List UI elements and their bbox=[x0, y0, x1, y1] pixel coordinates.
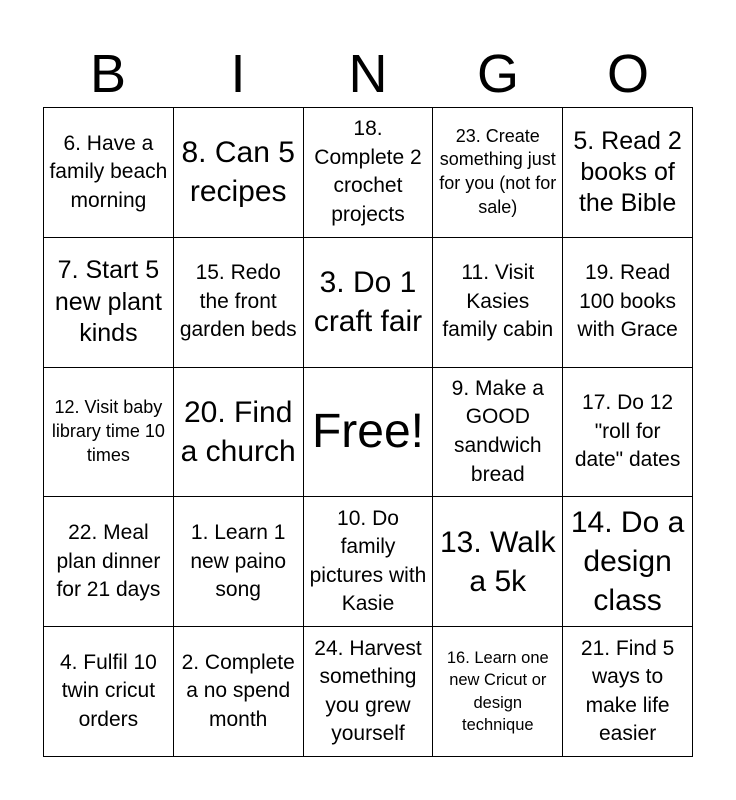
cell-text: 9. Make a GOOD sandwich bread bbox=[451, 376, 544, 486]
bingo-cell-b2[interactable] bbox=[44, 238, 174, 368]
bingo-cell-g4[interactable] bbox=[433, 497, 563, 627]
cell-text: 4. Fulfil 10 twin cricut orders bbox=[59, 650, 157, 731]
cell-text: 7. Start 5 new plant kinds bbox=[54, 256, 162, 347]
cell-text: 14. Do a design class bbox=[570, 506, 685, 618]
cell-text: 18. Complete 2 crochet projects bbox=[314, 117, 422, 226]
bingo-cell-n2[interactable] bbox=[304, 238, 434, 368]
bingo-cell-g1[interactable] bbox=[433, 108, 563, 238]
bingo-cell-n4[interactable] bbox=[304, 497, 434, 627]
cell-text: 20. Find a church bbox=[180, 395, 296, 468]
bingo-board bbox=[43, 107, 693, 757]
header-letter-b: B bbox=[89, 44, 127, 104]
cell-text: 3. Do 1 craft fair bbox=[313, 266, 423, 339]
cell-text: 16. Learn one new Cricut or design technique bbox=[446, 648, 549, 735]
bingo-cell-i1[interactable] bbox=[174, 108, 304, 238]
bingo-cell-b1[interactable] bbox=[44, 108, 174, 238]
cell-text: 22. Meal plan dinner for 21 days bbox=[56, 520, 161, 602]
header-letter-i: I bbox=[230, 44, 246, 104]
bingo-cell-o4[interactable] bbox=[563, 497, 693, 627]
bingo-cell-i4[interactable] bbox=[174, 497, 304, 627]
bingo-cell-b3[interactable] bbox=[44, 368, 174, 498]
cell-text: 19. Read 100 books with Grace bbox=[577, 261, 678, 342]
bingo-cell-g5[interactable] bbox=[433, 627, 563, 757]
bingo-cell-i5[interactable] bbox=[174, 627, 304, 757]
bingo-cell-o3[interactable] bbox=[563, 368, 693, 498]
bingo-cell-g2[interactable] bbox=[433, 238, 563, 368]
cell-text: 6. Have a family beach morning bbox=[49, 131, 168, 212]
cell-text: 11. Visit Kasies family cabin bbox=[442, 261, 554, 342]
cell-text: 21. Find 5 ways to make life easier bbox=[580, 636, 675, 746]
bingo-cell-b5[interactable] bbox=[44, 627, 174, 757]
bingo-cell-n1[interactable] bbox=[304, 108, 434, 238]
cell-text: 10. Do family pictures with Kasie bbox=[309, 506, 427, 616]
header-letter-g: G bbox=[476, 44, 519, 104]
cell-text: 24. Harvest something you grew yourself bbox=[314, 636, 422, 746]
cell-text: 17. Do 12 "roll for date" dates bbox=[574, 391, 681, 472]
bingo-cell-o5[interactable] bbox=[563, 627, 693, 757]
bingo-cell-i2[interactable] bbox=[174, 238, 304, 368]
cell-text: 23. Create something just for you (not for sale) bbox=[439, 125, 557, 218]
cell-text: 2. Complete a no spend month bbox=[181, 650, 295, 731]
bingo-cell-b4[interactable] bbox=[44, 497, 174, 627]
bingo-cell-g3[interactable] bbox=[433, 368, 563, 498]
cell-text: 5. Read 2 books of the Bible bbox=[573, 126, 682, 218]
cell-text: 15. Redo the front garden beds bbox=[179, 261, 297, 342]
bingo-cell-i3[interactable] bbox=[174, 368, 304, 498]
bingo-cell-o1[interactable] bbox=[563, 108, 693, 238]
header-letter-n: N bbox=[348, 44, 388, 104]
free-space-text: Free! bbox=[311, 404, 424, 458]
cell-text: 12. Visit baby library time 10 times bbox=[51, 397, 165, 465]
cell-text: 1. Learn 1 new paino song bbox=[190, 520, 287, 602]
bingo-header bbox=[43, 40, 693, 108]
cell-text: 13. Walk a 5k bbox=[439, 525, 556, 598]
bingo-cell-n5[interactable] bbox=[304, 627, 434, 757]
bingo-cell-o2[interactable] bbox=[563, 238, 693, 368]
bingo-cell-free[interactable] bbox=[304, 368, 434, 498]
cell-text: 8. Can 5 recipes bbox=[181, 136, 295, 209]
header-letter-o: O bbox=[606, 44, 649, 104]
